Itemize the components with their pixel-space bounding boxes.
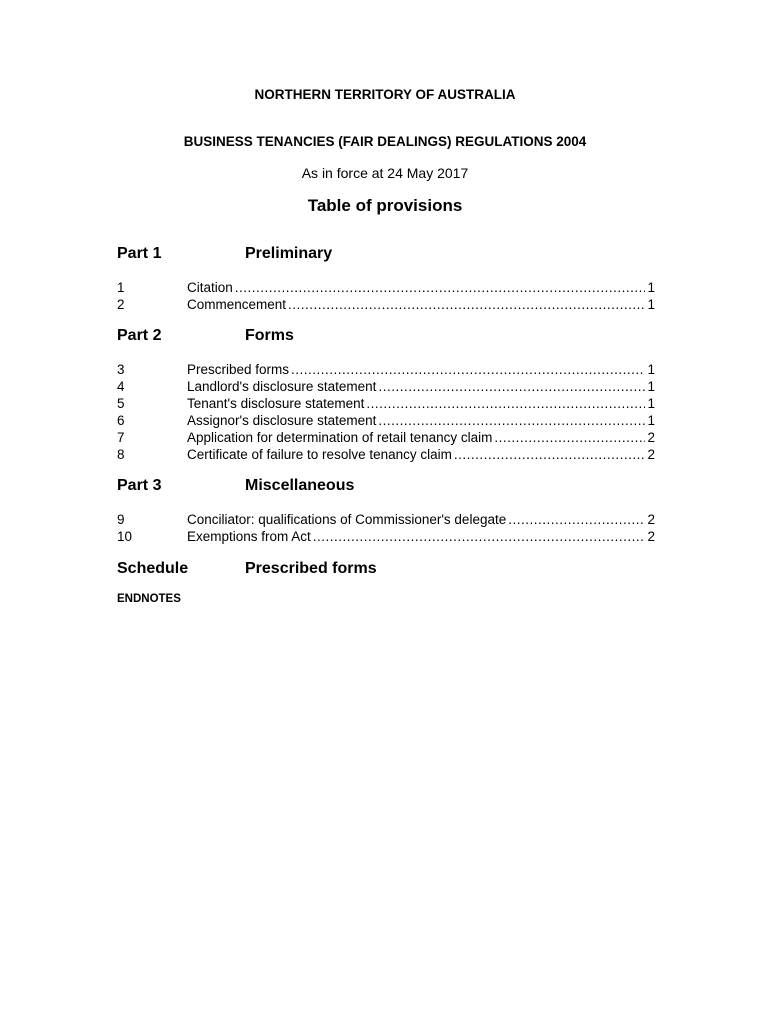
- dot-leader: [378, 412, 645, 429]
- table-of-provisions-title: Table of provisions: [307, 196, 463, 215]
- part-label: Part 1: [117, 245, 162, 262]
- dot-leader: [235, 279, 646, 296]
- jurisdiction-heading: NORTHERN TERRITORY OF AUSTRALIA: [254, 87, 516, 102]
- toc-entry[interactable]: [117, 528, 655, 545]
- entry-title: Certificate of failure to resolve tenancy claim: [187, 447, 452, 462]
- dot-leader: [288, 296, 645, 313]
- entry-page: 2: [647, 430, 655, 445]
- entry-page: 2: [647, 447, 655, 462]
- entry-number: 9: [117, 512, 125, 527]
- entry-number: 4: [117, 379, 125, 394]
- dot-leader: [494, 429, 645, 446]
- part-label: Part 2: [117, 327, 162, 344]
- entry-number: 7: [117, 430, 125, 445]
- part-name: Preliminary: [245, 245, 333, 262]
- entry-title: Assignor's disclosure statement: [187, 413, 377, 428]
- entry-title: Citation: [187, 280, 233, 295]
- entry-page: 1: [647, 413, 655, 428]
- dot-leader: [291, 361, 645, 378]
- part-1-heading[interactable]: [117, 245, 657, 267]
- toc-entry[interactable]: [117, 511, 655, 528]
- entry-page: 1: [647, 362, 655, 377]
- entry-page: 2: [647, 529, 655, 544]
- toc-entry[interactable]: [117, 296, 655, 313]
- entry-title: Commencement: [187, 297, 287, 312]
- toc-entry[interactable]: [117, 395, 655, 412]
- part-3-heading[interactable]: [117, 477, 657, 499]
- entry-title: Conciliator: qualifications of Commissioner's delegate: [187, 512, 507, 527]
- part-name: Forms: [245, 327, 294, 344]
- toc-entry[interactable]: [117, 378, 655, 395]
- entry-number: 1: [117, 280, 125, 295]
- entry-title: Prescribed forms: [187, 362, 290, 377]
- dot-leader: [378, 378, 645, 395]
- entry-title: Application for determination of retail tenancy claim: [187, 430, 493, 445]
- part-label: Part 3: [117, 477, 162, 494]
- regulation-title: BUSINESS TENANCIES (FAIR DEALINGS) REGULATIONS 2004: [183, 134, 587, 149]
- entry-title: Exemptions from Act: [187, 529, 311, 544]
- entry-number: 8: [117, 447, 125, 462]
- toc-entry[interactable]: [117, 412, 655, 429]
- part-name: Miscellaneous: [245, 477, 355, 494]
- dot-leader: [454, 446, 646, 463]
- toc-entry[interactable]: [117, 429, 655, 446]
- entry-page: 2: [647, 512, 655, 527]
- entry-number: 10: [117, 529, 133, 544]
- in-force-date: As in force at 24 May 2017: [301, 165, 469, 181]
- entry-number: 2: [117, 297, 125, 312]
- schedule-label: Schedule: [117, 560, 189, 577]
- part-2-heading[interactable]: [117, 327, 657, 349]
- entry-number: 5: [117, 396, 125, 411]
- schedule-heading[interactable]: [117, 560, 657, 582]
- entry-page: 1: [647, 297, 655, 312]
- entry-page: 1: [647, 280, 655, 295]
- schedule-name: Prescribed forms: [245, 560, 377, 577]
- entry-page: 1: [647, 396, 655, 411]
- dot-leader: [508, 511, 645, 528]
- entry-page: 1: [647, 379, 655, 394]
- dot-leader: [366, 395, 645, 412]
- entry-number: 3: [117, 362, 125, 377]
- entry-title: Tenant's disclosure statement: [187, 396, 365, 411]
- toc-entry[interactable]: [117, 361, 655, 378]
- entry-number: 6: [117, 413, 125, 428]
- toc-entry[interactable]: [117, 279, 655, 296]
- endnotes-link[interactable]: ENDNOTES: [117, 593, 181, 605]
- toc-entry[interactable]: [117, 446, 655, 463]
- entry-title: Landlord's disclosure statement: [187, 379, 377, 394]
- dot-leader: [313, 528, 646, 545]
